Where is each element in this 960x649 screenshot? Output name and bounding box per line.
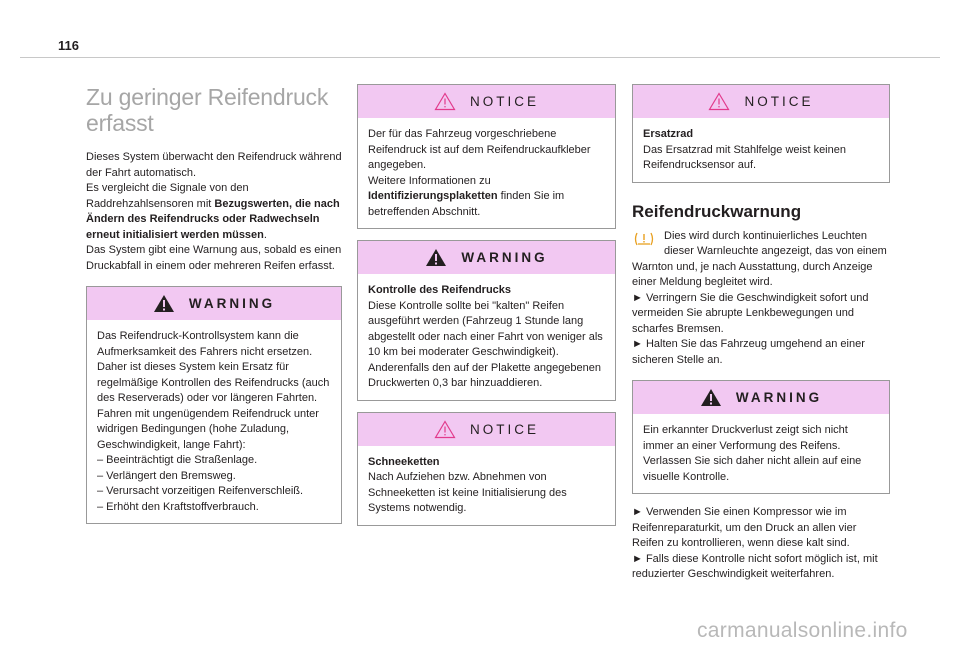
warning-triangle-icon: [153, 294, 175, 313]
notice-line: Nach Aufziehen bzw. Abnehmen von Schneeketten ist keine Initialisierung des Systems notwendig.: [368, 471, 567, 514]
step-text: ► Falls diese Kontrolle nicht sofort möglich ist, mit reduzierter Geschwindigkeit weiterfahren.: [632, 552, 878, 580]
tyre-pressure-warning-light-icon: [632, 230, 656, 248]
warning-box: [632, 380, 890, 494]
intro-line-2-end: .: [263, 228, 267, 241]
warning-triangle-icon: [425, 248, 447, 267]
notice-header: [358, 413, 615, 446]
warning-line: Verlassen Sie sich daher nicht allein auf eine visuelle Kontrolle.: [643, 455, 862, 483]
warning-line: Anderenfalls den auf der Plakette angegebenen Druckwerten 0,3 bar hinzuaddieren.: [368, 361, 602, 389]
notice-triangle-icon: [434, 420, 456, 439]
intro-line-2: Es vergleicht die Signale von den Raddrehzahlsensoren mit: [86, 182, 249, 210]
notice-subheading: Schneeketten: [368, 455, 440, 468]
step-text: ► Halten Sie das Fahrzeug umgehend an einer sicheren Stelle an.: [632, 338, 865, 366]
step-text: ► Verringern Sie die Geschwindigkeit sofort und vermeiden Sie abrupte Lenkbewegungen und scharfes Bremsen.: [632, 291, 869, 335]
step-text: ► Verwenden Sie einen Kompressor wie im Reifenreparaturkit, um den Druck an allen vier Reifen zu kontrollieren, wenn diese kalt sind.: [632, 506, 857, 549]
notice-triangle-icon: [434, 92, 456, 111]
warning-line: – Beeinträchtigt die Straßenlage.: [97, 454, 258, 466]
intro-line-3: Das System gibt eine Warnung aus, sobald es einen Druckabfall in einem oder mehreren Reifen erfasst.: [86, 244, 342, 272]
warning-line: – Erhöht den Kraftstoffverbrauch.: [97, 500, 259, 513]
intro-paragraph: [86, 150, 342, 274]
warning-header: [633, 381, 889, 414]
warning-triangle-icon: [700, 388, 722, 407]
notice-title: NOTICE: [744, 94, 814, 109]
warning-line: – Verlängert den Bremsweg.: [97, 469, 236, 482]
tyre-warning-intro: [632, 229, 890, 369]
column-3: [632, 84, 890, 583]
tyre-warning-text: Dies wird durch kontinuierliches Leuchten dieser Warnleuchte angezeigt, das von einem Warnton und, je nach Ausstattung, durch Anzeige einer Meldung begleitet wird.: [632, 229, 887, 288]
section-heading: [86, 84, 342, 136]
notice-title: NOTICE: [469, 421, 539, 437]
notice-title: NOTICE: [469, 94, 539, 109]
notice-triangle-icon: [708, 92, 730, 111]
notice-body: [633, 118, 889, 182]
warning-line: Fahren mit ungenügendem Reifendruck unter widrigen Bedingungen (hohe Zuladung, Geschwindigkeit, lange Fahrt):: [97, 407, 319, 451]
notice-header: [358, 85, 615, 118]
subsection-heading: Reifendruckwarnung: [632, 201, 802, 221]
warning-box: [357, 240, 616, 401]
warning-header: [358, 241, 615, 274]
warning-title: WARNING: [461, 250, 548, 265]
warning-box: [86, 286, 342, 524]
final-steps: [632, 505, 890, 583]
warning-body: [358, 274, 615, 400]
warning-line: Daher ist dieses System kein Ersatz für regelmäßige Kontrollen des Reifendrucks (auch des Reserverads) oder vor längeren Fahrten.: [97, 361, 330, 404]
notice-line: Weitere Informationen zu: [368, 174, 491, 187]
intro-line-2-bold: Bezugswerten, die nach Ändern des Reifendrucks oder Radwechseln erneut initialisiert werden müssen: [86, 197, 340, 241]
warning-header: [87, 287, 341, 320]
warning-title: WARNING: [188, 296, 276, 311]
warning-subheading: Kontrolle des Reifendrucks: [368, 284, 512, 296]
warning-body: [633, 414, 889, 493]
notice-bold: Identifizierungsplaketten: [368, 190, 498, 202]
notice-line: Der für das Fahrzeug vorgeschriebene Reifendruck ist auf dem Reifendruckaufkleber angegeben.: [368, 128, 591, 171]
notice-line-end: finden Sie im betreffenden Abschnitt.: [368, 190, 565, 218]
notice-body: [358, 446, 615, 525]
warning-line: Ein erkannter Druckverlust zeigt sich nicht immer an einer Verformung des Reifens.: [643, 424, 848, 452]
column-1: [86, 84, 342, 535]
notice-header: [633, 85, 889, 118]
warning-line: Das Reifendruck-Kontrollsystem kann die Aufmerksamkeit des Fahrers nicht ersetzen.: [97, 330, 313, 358]
page-number: 116: [58, 38, 79, 53]
section-heading-line-1: Zu geringer Reifendruck: [86, 84, 329, 110]
warning-line: Diese Kontrolle sollte bei "kalten" Reifen ausgeführt werden (Fahrzeug 1 Stunde lang abgestellt oder nach einer Fahrt von weniger als 10 km bei moderater Geschwindigkeit).: [368, 299, 603, 358]
notice-box: [357, 412, 616, 526]
notice-box: [632, 84, 890, 183]
warning-body: [87, 320, 341, 523]
section-heading-line-2: erfasst: [86, 110, 154, 136]
notice-subheading: Ersatzrad: [643, 128, 694, 140]
warning-line: – Verursacht vorzeitigen Reifenverschleiß.: [97, 485, 304, 497]
watermark: carmanualsonline.info: [697, 619, 908, 642]
notice-line: Das Ersatzrad mit Stahlfelge weist keinen Reifendrucksensor auf.: [643, 143, 846, 171]
header-rule: [20, 57, 940, 58]
column-2: [357, 84, 616, 537]
warning-title: WARNING: [735, 390, 823, 405]
notice-box: [357, 84, 616, 229]
notice-body: [358, 118, 615, 228]
intro-line-1: Dieses System überwacht den Reifendruck während der Fahrt automatisch.: [86, 151, 342, 179]
